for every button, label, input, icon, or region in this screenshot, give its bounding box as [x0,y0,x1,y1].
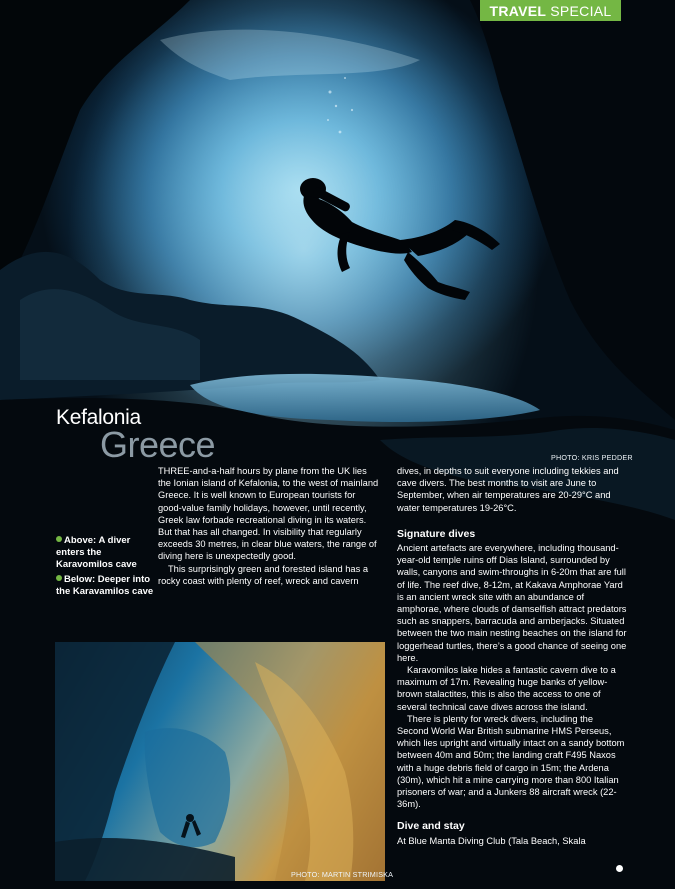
section-tab [480,0,621,21]
inset-cave-illustration [55,642,385,881]
body-paragraph: At Blue Manta Diving Club (Tala Beach, Skala [397,835,586,846]
caption-above: Above: A diver enters the Karavomilos cave [56,535,137,570]
title-greece: Greece [100,424,216,465]
body-column-2 [397,465,627,847]
heading-dive-and-stay: Dive and stay [397,820,465,833]
end-of-section-dot [616,865,623,872]
body-paragraph: Karavomilos lake hides a fantastic cavern dive to a maximum of 17m. Revealing huge banks of yellow-brown stalactites, this is also the access to one of several technical cave dives across the island. [397,665,616,712]
bullet-dot [56,575,62,581]
body-paragraph: This surprisingly green and forested island has a rocky coast with plenty of reef, wreck and cavern [158,563,368,586]
photo-captions [56,535,156,598]
caption-below: Below: Deeper into the Karavamilos cave [56,574,154,597]
body-column-1 [158,465,380,587]
body-paragraph: There is plenty for wreck divers, including the Second World War British submarine HMS Perseus, which lies upright and virtually intact on a sandy bottom between 40m and 50m; the landing craft F495 Naxos with a huge debris field of cargo in 15m; the Ardena (30m), which hit a mine carrying more than 800 Italian prisoners of war; and a Junkers 88 aircraft wreck (22-36m). [397,713,625,810]
section-label-regular: SPECIAL [550,2,612,19]
main-photo-credit: PHOTO: KRIS PEDDER [551,453,633,462]
body-paragraph: Ancient artefacts are everywhere, including thousand-year-old temple ruins off Dias Island, surrounded by walls, canyons and swim-throughs in 6-20m that are full of life. The reef dive, 8-12m, at Kakava Amphorae Yard is an ancient wreck site with an abundance of amphorae, where clouds of damselfish attract predators such as snappers, barracuda and amberjacks. Situated between the two main nesting beaches on the island for loggerhead turtles, there’s a good chance of seeing one here. [397,543,627,663]
intro-paragraph: THREE-and-a-half hours by plane from the UK lies the Ionian island of Kefalonia, to the west of mainland Greece. It is well known to European tourists for good-value family holidays, however, until recently, Greek law forbade recreational diving in its waters. But that has all changed. In visibility that regularly exceeds 30 metres, in clear blue waters, the range of diving here is unexpectedly good. [158,466,379,562]
body-paragraph: dives, in depths to suit everyone including tekkies and cave divers. The best months to visit are June to September, when air temperatures are 20-29°C and water temperatures 19-26°C. [397,466,619,513]
title-kefalonia: Kefalonia [56,406,141,429]
heading-signature-dives: Signature dives [397,527,476,540]
section-label-bold: TRAVEL [489,2,547,19]
bullet-dot [56,536,62,542]
inset-cave-photo [55,642,385,881]
inset-photo-credit: PHOTO: MARTIN STRIMISKA [291,870,394,879]
